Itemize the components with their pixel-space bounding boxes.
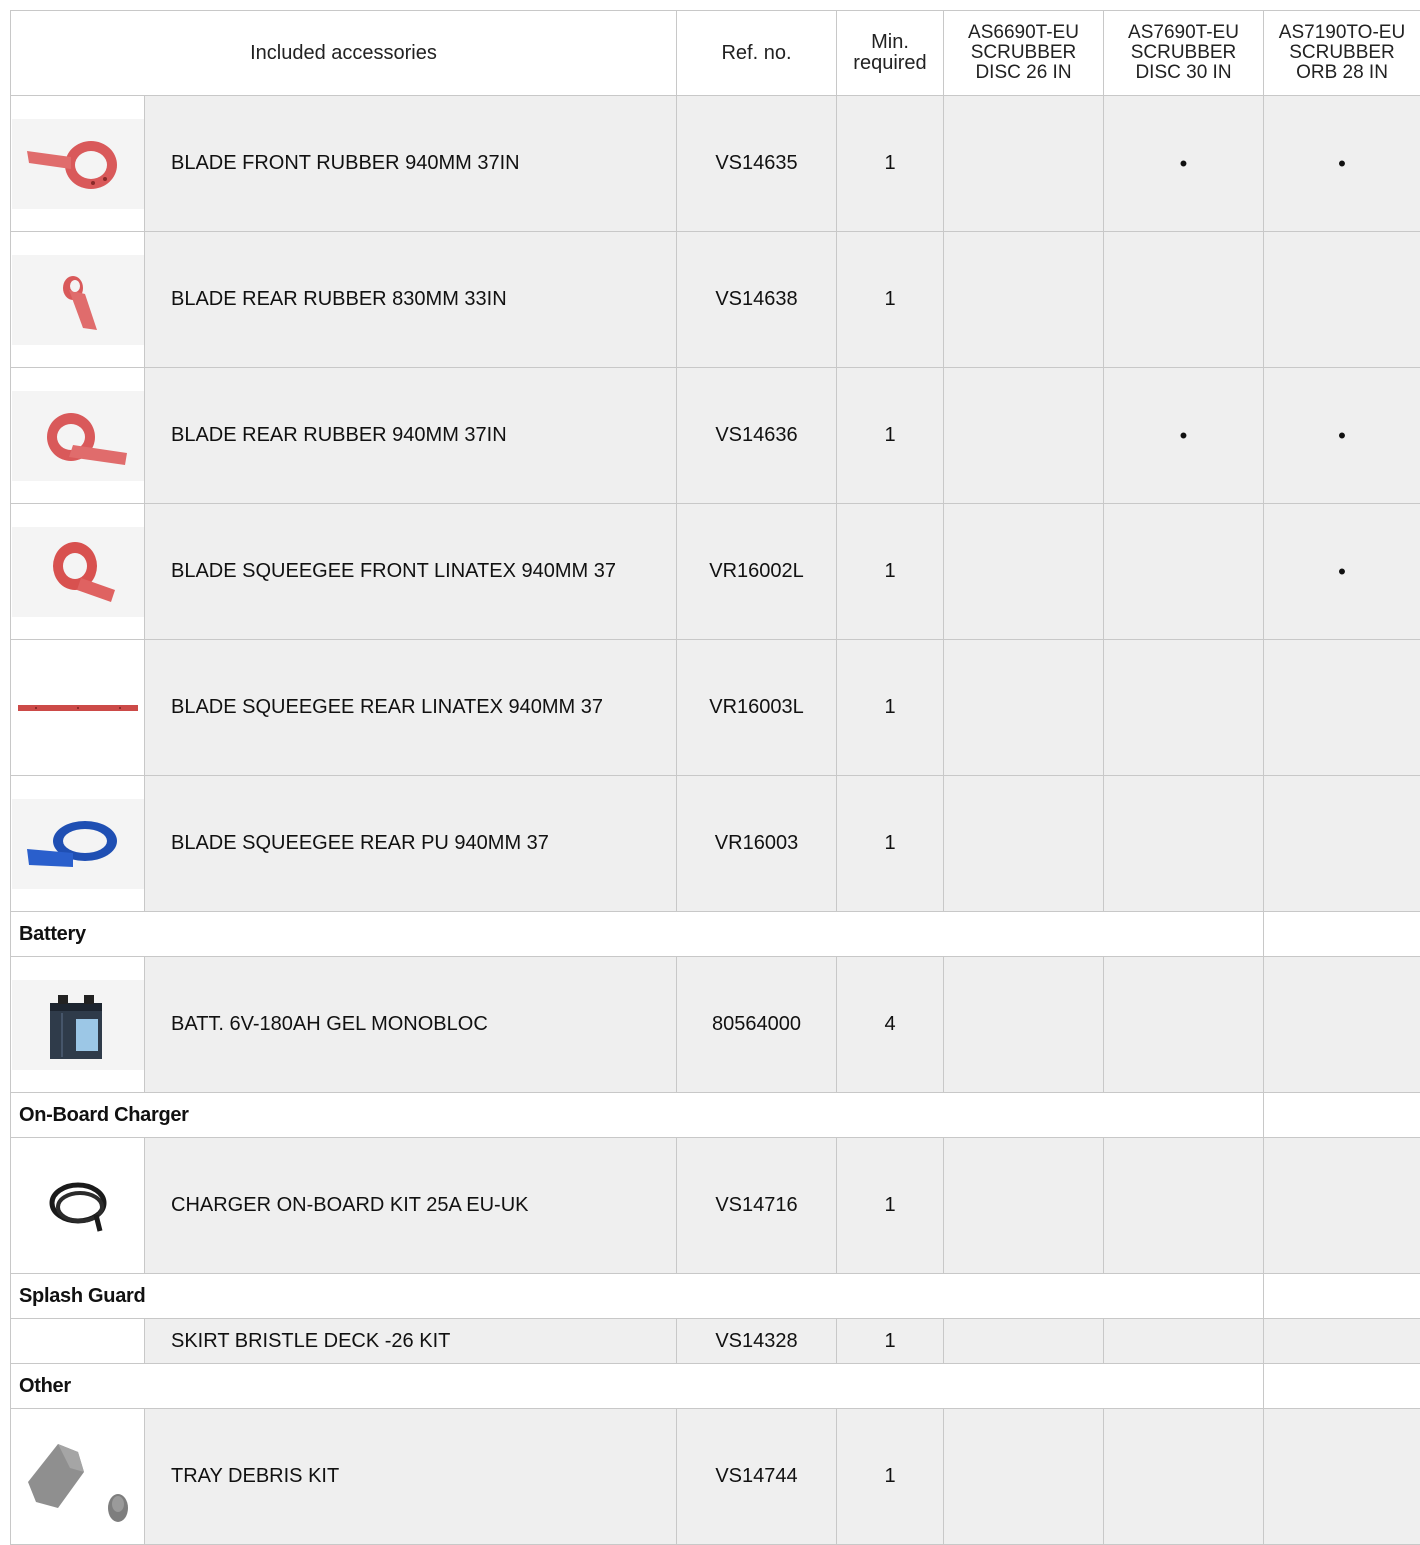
model-3-mark [1264,1319,1420,1364]
table-row [11,1319,1420,1364]
table-row [11,368,1420,504]
item-min: 1 [837,1409,944,1545]
item-ref: 80564000 [677,957,837,1093]
item-name: BLADE SQUEEGEE FRONT LINATEX 940MM 37 [145,504,677,640]
thumbnail-cell [11,368,145,504]
red-linatex-flat-blade-icon [12,663,144,753]
category-label: Splash Guard [11,1274,1264,1319]
item-min: 4 [837,957,944,1093]
item-name: BLADE SQUEEGEE REAR PU 940MM 37 [145,776,677,912]
model-2-mark [1104,957,1264,1093]
table-row [11,776,1420,912]
header-ref-no: Ref. no. [677,11,837,96]
model-type: SCRUBBER [971,42,1077,63]
item-min: 1 [837,1319,944,1364]
category-row-splash-guard [11,1274,1420,1319]
table-row [11,232,1420,368]
header-model-2 [1104,11,1264,96]
model-3-mark [1264,1409,1420,1545]
model-1-mark [944,776,1104,912]
category-spacer [1264,1364,1420,1409]
thumbnail-cell [11,232,145,368]
item-name: BLADE REAR RUBBER 830MM 33IN [145,232,677,368]
header-model-1 [944,11,1104,96]
item-min: 1 [837,504,944,640]
category-spacer [1264,1093,1420,1138]
model-2-mark [1104,504,1264,640]
item-ref: VS14635 [677,96,837,232]
model-1-mark [944,1319,1104,1364]
item-name: TRAY DEBRIS KIT [145,1409,677,1545]
item-name: BLADE REAR RUBBER 940MM 37IN [145,368,677,504]
item-name: BLADE SQUEEGEE REAR LINATEX 940MM 37 [145,640,677,776]
item-min: 1 [837,368,944,504]
model-2-mark: • [1104,96,1264,232]
category-row-other [11,1364,1420,1409]
header-min-line1: Min. [871,31,909,53]
thumbnail-cell [11,1409,145,1545]
model-1-mark [944,640,1104,776]
table-row [11,1409,1420,1545]
model-2-mark [1104,1409,1264,1545]
model-3-mark [1264,776,1420,912]
item-min: 1 [837,640,944,776]
red-rubber-blade-roll-icon [12,119,144,209]
model-3-mark [1264,957,1420,1093]
item-ref: VS14638 [677,232,837,368]
item-ref: VR16003L [677,640,837,776]
item-ref: VS14636 [677,368,837,504]
model-1-mark [944,368,1104,504]
item-name: BLADE FRONT RUBBER 940MM 37IN [145,96,677,232]
table-row [11,957,1420,1093]
thumbnail-cell [11,96,145,232]
model-3-mark [1264,1138,1420,1274]
model-code: AS7690T-EU [1128,22,1239,43]
model-2-mark [1104,776,1264,912]
model-2-mark: • [1104,368,1264,504]
model-3-mark [1264,232,1420,368]
item-min: 1 [837,776,944,912]
category-spacer [1264,1274,1420,1319]
category-label: On-Board Charger [11,1093,1264,1138]
item-min: 1 [837,1138,944,1274]
thumbnail-cell [11,1138,145,1274]
model-size: DISC 30 IN [1135,62,1231,83]
red-rubber-blade-icon [12,255,144,345]
red-rubber-blade-roll-icon [12,391,144,481]
blue-pu-blade-roll-icon [12,799,144,889]
category-label: Battery [11,912,1264,957]
model-1-mark [944,96,1104,232]
item-ref: VS14744 [677,1409,837,1545]
model-1-mark [944,504,1104,640]
item-ref: VS14716 [677,1138,837,1274]
model-3-mark: • [1264,368,1420,504]
charger-cable-icon [12,1161,144,1251]
table-row [11,504,1420,640]
item-name: SKIRT BRISTLE DECK -26 KIT [145,1319,677,1364]
header-model-3 [1264,11,1420,96]
item-ref: VR16002L [677,504,837,640]
model-1-mark [944,957,1104,1093]
model-1-mark [944,1409,1104,1545]
model-code: AS6690T-EU [968,22,1079,43]
thumbnail-cell [11,1319,145,1364]
debris-tray-icon [12,1422,144,1532]
thumbnail-cell [11,957,145,1093]
model-3-mark: • [1264,504,1420,640]
item-min: 1 [837,96,944,232]
item-min: 1 [837,232,944,368]
category-label: Other [11,1364,1264,1409]
model-3-mark [1264,640,1420,776]
model-size: DISC 26 IN [975,62,1071,83]
category-row-battery [11,912,1420,957]
header-min-required [837,11,944,96]
table-row [11,96,1420,232]
model-2-mark [1104,1319,1264,1364]
table-header-row [11,11,1420,96]
battery-icon [12,980,144,1070]
item-ref: VS14328 [677,1319,837,1364]
category-spacer [1264,912,1420,957]
item-ref: VR16003 [677,776,837,912]
thumbnail-cell [11,640,145,776]
model-3-mark: • [1264,96,1420,232]
accessories-table [10,10,1420,1545]
model-2-mark [1104,232,1264,368]
item-name: BATT. 6V-180AH GEL MONOBLOC [145,957,677,1093]
model-type: SCRUBBER [1131,42,1237,63]
table-row [11,1138,1420,1274]
header-included-accessories: Included accessories [11,11,677,96]
thumbnail-cell [11,776,145,912]
model-code: AS7190TO-EU [1279,22,1405,43]
header-min-line2: required [853,52,926,74]
model-1-mark [944,232,1104,368]
model-type: SCRUBBER [1289,42,1395,63]
table-row [11,640,1420,776]
model-size: ORB 28 IN [1296,62,1388,83]
red-linatex-blade-roll-icon [12,527,144,617]
thumbnail-cell [11,504,145,640]
model-2-mark [1104,1138,1264,1274]
model-1-mark [944,1138,1104,1274]
item-name: CHARGER ON-BOARD KIT 25A EU-UK [145,1138,677,1274]
category-row-charger [11,1093,1420,1138]
model-2-mark [1104,640,1264,776]
